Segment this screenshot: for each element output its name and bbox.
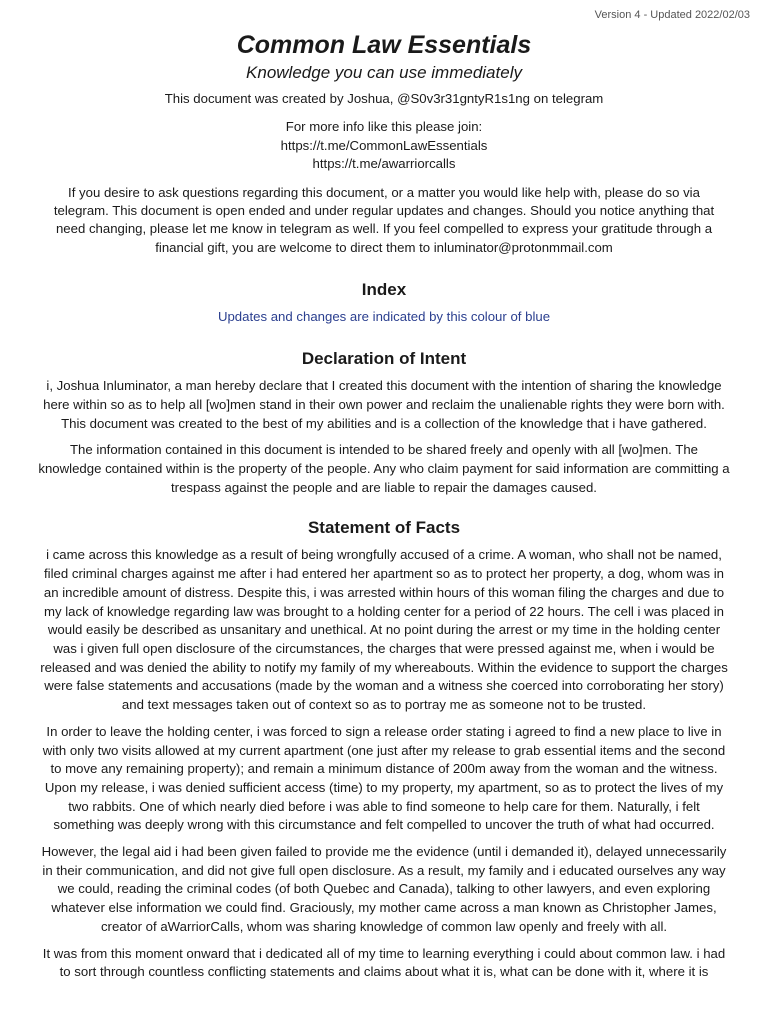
telegram-link-awarriorcalls[interactable]: https://t.me/awarriorcalls xyxy=(312,156,456,172)
index-heading: Index xyxy=(361,280,407,300)
intro-paragraph: If you desire to ask questions regarding this document, or a matter you would like help with, please do so via telegram. This document is open ended and under regular updates and changes. Should you notice anything that need changing, please let me know in telegram as well. If you feel compelled to express your gratitude through a financial gift, you are welcome to direct them to inluminator@protonmmail.com xyxy=(53,184,715,255)
facts-paragraph: In order to leave the holding center, i was forced to sign a release order stating i agreed to find a new place to live in with only two visits allowed at my current apartment (one just after my release to grab essential items and the second to move any remaining property); and remain a minimum distance of 200m away from the woman and the witness. Upon my release, i was denied sufficient access (time) to my property, my apartment, so as to protect the lives of my two rabbits. One of which nearly died before i was able to find someone to help care for them. Naturally, i felt something was deeply wrong with this circumstance and felt compelled to uncover the truth of what had occurred. xyxy=(42,723,726,833)
telegram-link-commonlawessentials[interactable]: https://t.me/CommonLawEssentials xyxy=(280,137,488,153)
facts-paragraph: i came across this knowledge as a result of being wrongfully accused of a crime. A woman, who shall not be named, filed criminal charges against me after i had entered her apartment so as to protect her property, a dog, whom was in an incredible amount of distress. Despite this, i was arrested within hours of this woman filing the charges and due to my lack of knowledge regarding law was brought to a holding center for a period of 22 hours. The cell i was placed in would easily be described as unsanitary and unethical. At no point during the arrest or my time in the holding center was i given full open disclosure of the circumstances, the charges that were pressed against me, when i would be released and was denied the ability to notify my family of my whereabouts. Within the evidence to support the charges were false statements and accusations (made by the woman and a witness she coerced into corroborating her story) and text messages taken out of context so as to portray me as someone not to be trusted. xyxy=(40,547,728,713)
facts-paragraph: However, the legal aid i had been given failed to provide me the evidence (until i demanded it), delayed unnecessarily in their communication, and did not give full open disclosure. As a result, my family and i educated ourselves any way we could, reading the criminal codes (of both Quebec and Canada), talking to other lawyers, and even exploring whatever else information we could find. Graciously, my mother came across a man known as Christopher James, creator of aWarriorCalls, whom was sharing knowledge of common law openly and freely with all. xyxy=(41,844,727,934)
join-block xyxy=(38,118,730,173)
creator-line: This document was created by Joshua, @S0v3r31gntyR1s1ng on telegram xyxy=(164,91,604,106)
update-color-note: Updates and changes are indicated by this colour of blue xyxy=(217,309,551,325)
declaration-heading: Declaration of Intent xyxy=(301,349,467,369)
document-title: Common Law Essentials xyxy=(236,31,532,59)
declaration-paragraph: The information contained in this document is intended to be shared freely and openly with all [wo]men. The knowledge contained within is the property of the people. Any who claim payment for said information are committing a trespass against the people and are liable to repair the damages caused. xyxy=(38,442,730,495)
join-heading: For more info like this please join: xyxy=(285,119,483,135)
document-subtitle: Knowledge you can use immediately xyxy=(246,63,522,82)
facts-heading: Statement of Facts xyxy=(307,518,461,538)
version-label: Version 4 - Updated 2022/02/03 xyxy=(594,9,750,21)
declaration-paragraph: i, Joshua Inluminator, a man hereby declare that I created this document with the intention of sharing the knowledge here within so as to help all [wo]men stand in their own power and reclaim the unalienable rights they were born with. This document was created to the best of my abilities and is a collection of the knowledge that i have gathered. xyxy=(43,378,725,431)
facts-paragraph: It was from this moment onward that i dedicated all of my time to learning everything i could about common law. i had to sort through countless conflicting statements and claims about what it is, what can be done with it, where it is xyxy=(42,945,726,980)
